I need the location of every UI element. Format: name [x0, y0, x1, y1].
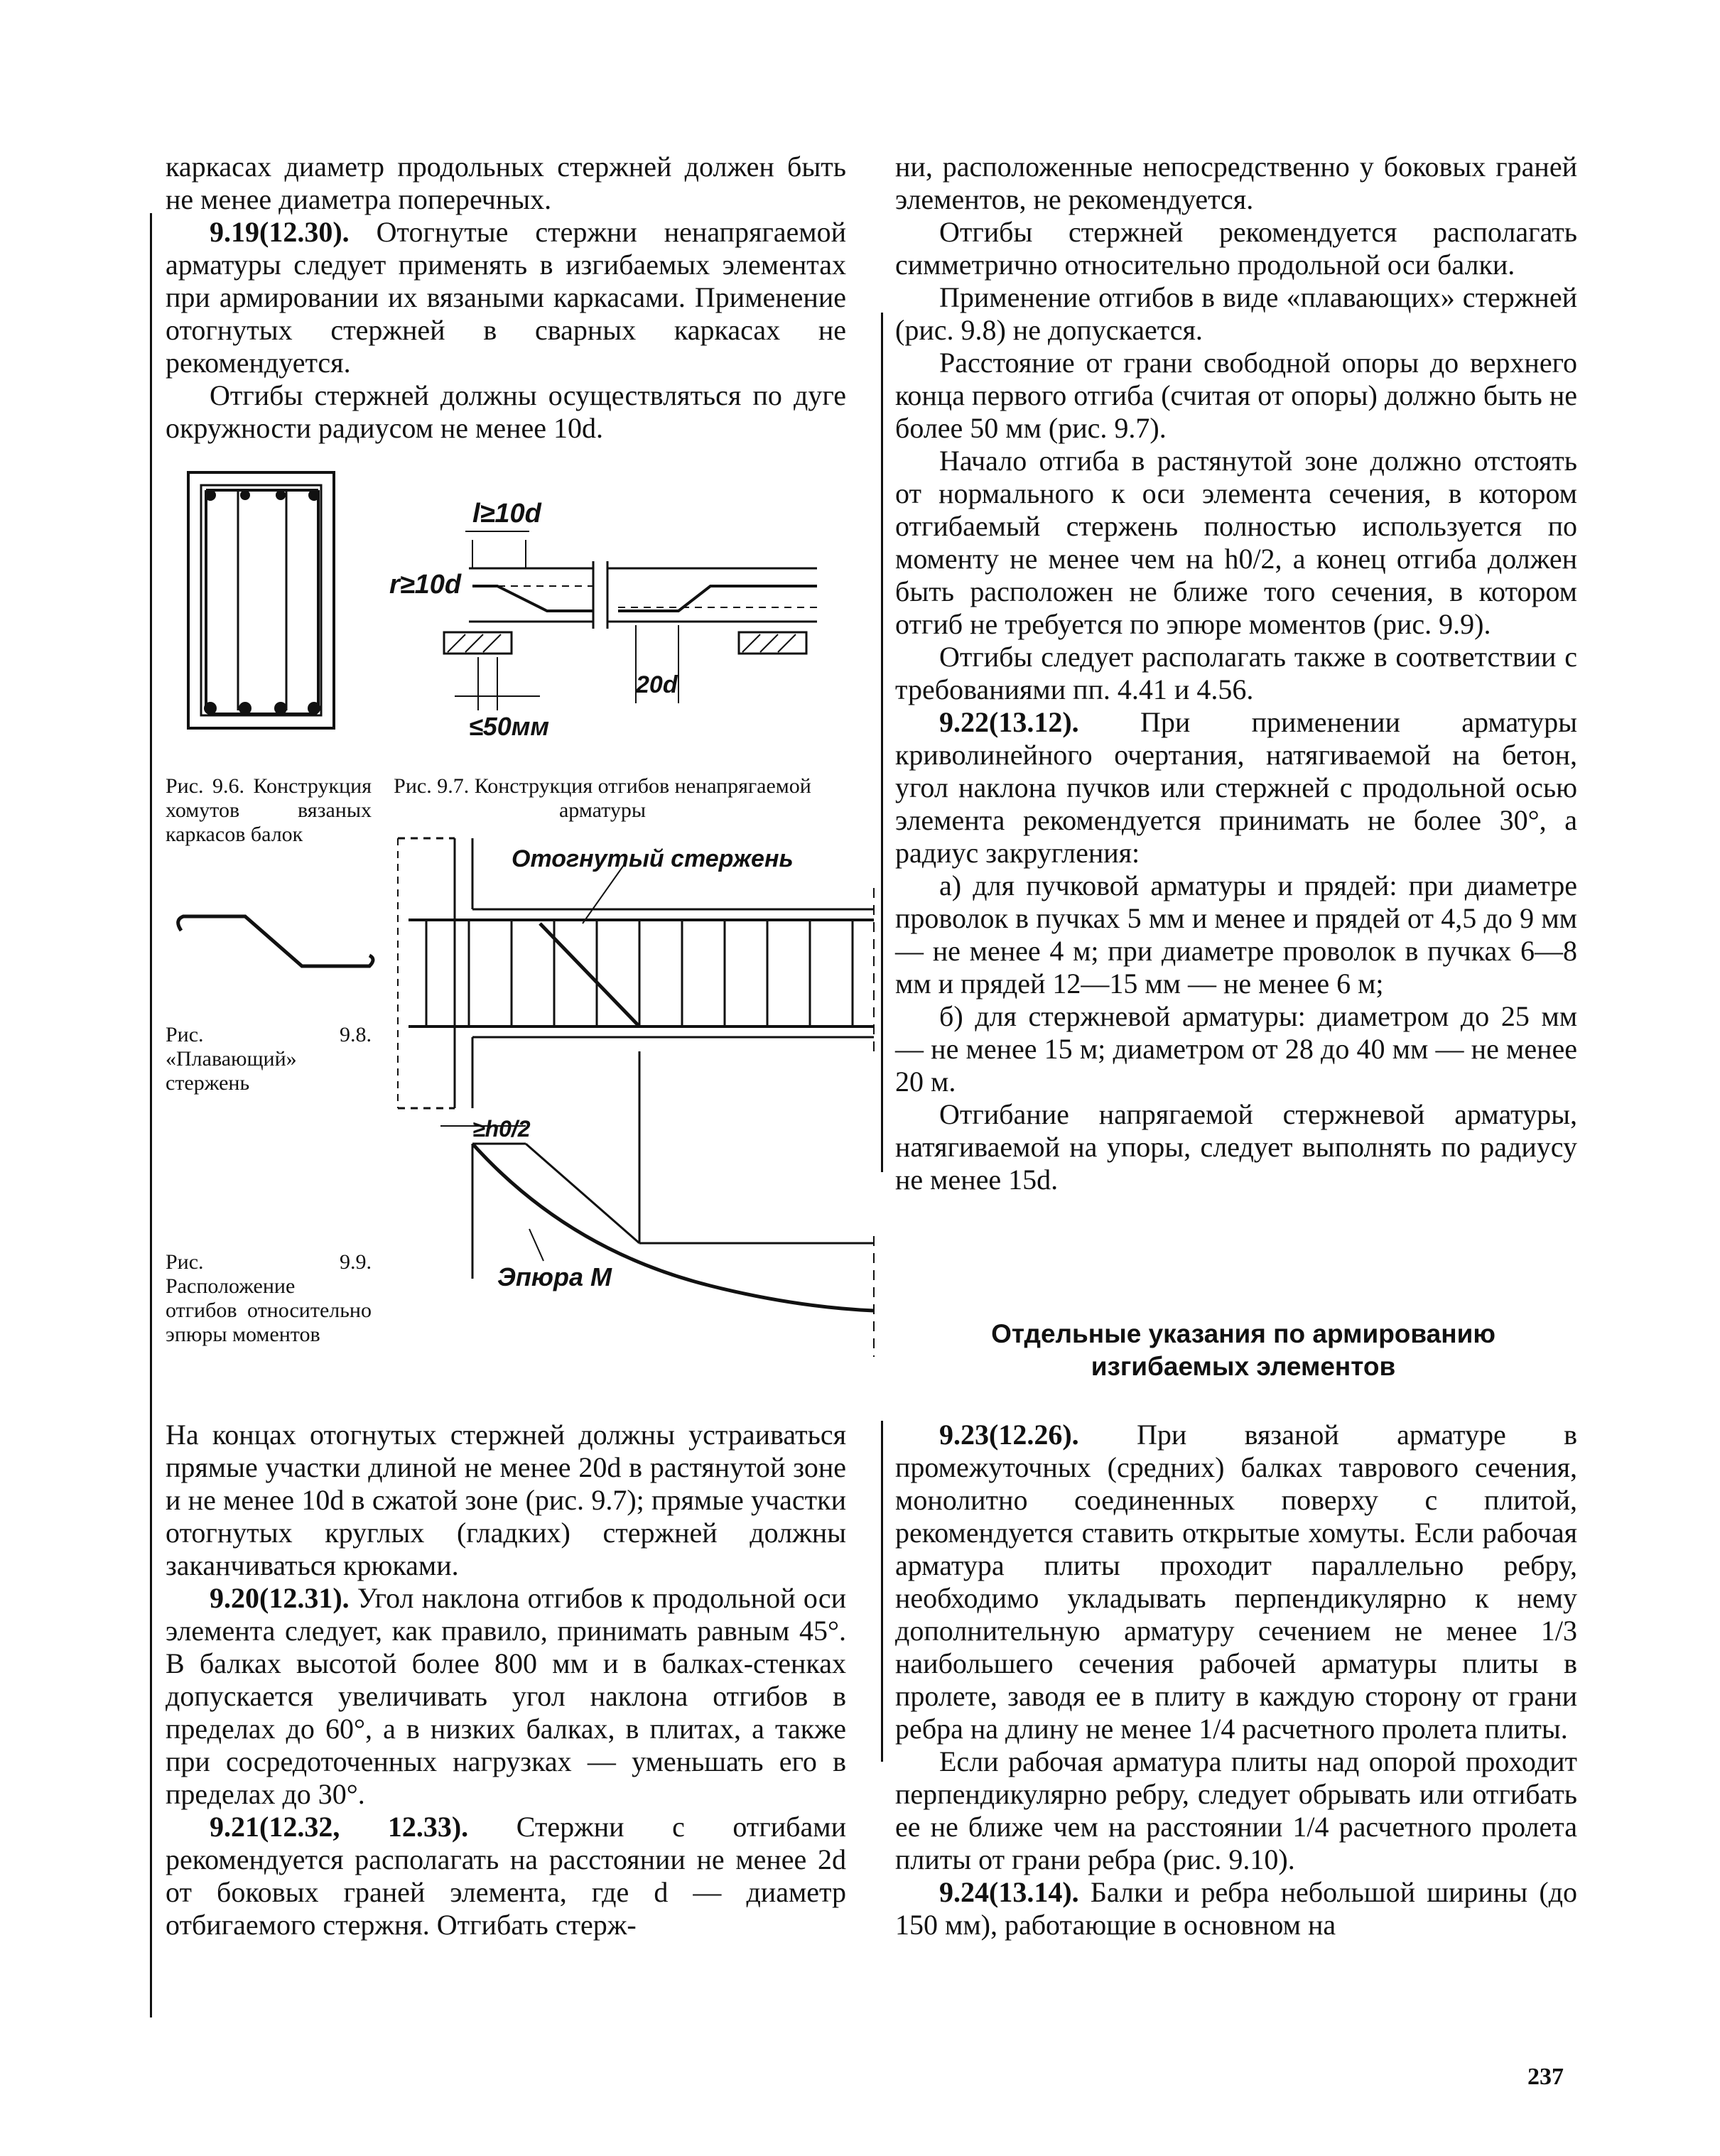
label-bent-bar: Отогнутый стержень — [512, 845, 794, 872]
paragraph: 9.22(13.12). При применении арматуры криволинейного очертания, натягиваемой на бетон, угол наклона пучков или стержней с продольной осью элемента рекомендуется принимать не более 30°, а радиус закругления: — [895, 706, 1577, 869]
paragraph: Начало отгиба в растянутой зоне должно отстоять от нормального к оси элемента сечения, в котором отгибаемый стержень полностью используется по моменту не менее чем на h0/2, а конец отгиба должен быть расположен не ближе того сечения, в котором отгиб не требуется по эпюре моментов (рис. 9.9). — [895, 445, 1577, 640]
label-h0-half: ≥h0/2 — [472, 1116, 531, 1142]
paragraph: Отгибание напрягаемой стержневой арматуры, натягиваемой на упоры, следует выполнять по радиусу не менее 15d. — [895, 1098, 1577, 1196]
paragraph: 9.19(12.30). Отогнутые стержни ненапрягаемой арматуры следует применять в изгибаемых элементах при армировании их вязаными каркасами. Применение отогнутых стержней в сварных каркасах не рекомендуется. — [166, 216, 846, 379]
paragraph: 9.21(12.32, 12.33). Стержни с отгибами рекомендуется располагать на расстоянии не менее 2d от боковых граней элемента, где d — диаметр отбигаемого стержня. Отгибать стерж- — [166, 1811, 846, 1941]
paragraph: ни, расположенные непосредственно у боковых граней элементов, не рекомендуется. — [895, 151, 1577, 215]
paragraph: 9.20(12.31). Угол наклона отгибов к продольной оси элемента следует, как правило, принимать равным 45°. В балках высотой более 800 мм и в балках-стенках допускается увеличивать угол наклона отгибов в пределах до 60°, а в низких балках, в плитах, а также при сосредоточенных нагрузках — уменьшать его в пределах до 30°. — [166, 1582, 846, 1810]
label-epura-m: Эпюра M — [497, 1262, 612, 1291]
paragraph: Если рабочая арматура плиты над опорой проходит перпендикулярно ребру, следует обрывать или отгибать ее не ближе чем на расстоянии 1/4 расчетного пролета плиты от грани ребра (рис. 9.10). — [895, 1745, 1577, 1875]
paragraph: 9.24(13.14). Балки и ребра небольшой ширины (до 150 мм), работающие в основном на — [895, 1876, 1577, 1941]
caption-fig-9-9: Рис. 9.9. Расположение отгибов относительно эпюры моментов — [166, 1250, 372, 1346]
paragraph: На концах отогнутых стержней должны устраиваться прямые участки длиной не менее 20d в растянутой зоне и не менее 10d в сжатой зоне (рис. 9.7); прямые участки отогнутых круглых (гладких) стержней должны заканчиваться крюками. — [166, 1419, 846, 1581]
paragraph: Отгибы стержней рекомендуется располагать симметрично относительно продольной оси балки. — [895, 216, 1577, 281]
caption-fig-9-6: Рис. 9.6. Конструкция хомутов вязаных каркасов балок — [166, 774, 372, 846]
label-l-ge-10d: l≥10d — [472, 499, 541, 529]
paragraph: 9.23(12.26). При вязаной арматуре в промежуточных (средних) балках таврового сечения, монолитно соединенных поверху с плитой, рекомендуется ставить открытые хомуты. Если рабочая арматура плиты проходит параллельно ребру, необходимо укладывать перпендикулярно к нему дополнительную арматуру сечением не менее 1/3 наибольшего сечения рабочей арматуры плиты в пролете, заводя ее в плиту в каждую сторону от грани ребра на длину не менее 1/4 расчетного пролета плиты. — [895, 1419, 1577, 1745]
caption-fig-9-7: Рис. 9.7. Конструкция отгибов ненапрягаемой арматуры — [394, 774, 811, 822]
fig-9-7-bent-bars — [389, 499, 817, 741]
paragraph: Применение отгибов в виде «плавающих» стержней (рис. 9.8) не допускается. — [895, 281, 1577, 346]
label-r-ge-10d: r≥10d — [389, 570, 462, 600]
paragraph: Отгибы стержней должны осуществляться по дуге окружности радиусом не менее 10d. — [166, 379, 846, 444]
fig-9-6-stirrup-section — [188, 472, 334, 728]
label-20d: 20d — [636, 671, 678, 698]
section-heading: Отдельные указания по армированию изгибаемых элементов — [991, 1319, 1495, 1381]
paragraph: б) для стержневой арматуры: диаметром до 25 мм — не менее 15 м; диаметром от 28 до 40 мм — не менее 20 м. — [895, 1000, 1577, 1098]
fig-9-8-floating-bar — [178, 916, 373, 966]
paragraph: а) для пучковой арматуры и прядей: при диаметре проволок в пучках 5 мм и менее и прядей от 4,5 до 9 мм — не менее 4 м; при диаметре проволок в пучках 6—8 мм и прядей 12—15 мм — не менее 6 м; — [895, 870, 1577, 1000]
page-number: 237 — [1527, 2064, 1564, 2090]
paragraph: Отгибы следует располагать также в соответствии с требованиями пп. 4.41 и 4.56. — [895, 641, 1577, 705]
fig-9-9-moment-diagram — [398, 838, 874, 1357]
paragraph: каркасах диаметр продольных стержней должен быть не менее диаметра поперечных. — [166, 151, 846, 215]
paragraph: Расстояние от грани свободной опоры до верхнего конца первого отгиба (считая от опоры) должно быть не более 50 мм (рис. 9.7). — [895, 347, 1577, 444]
label-le-50mm: ≤50мм — [469, 712, 550, 741]
caption-fig-9-8: Рис. 9.8. «Плавающий» стержень — [166, 1023, 372, 1095]
